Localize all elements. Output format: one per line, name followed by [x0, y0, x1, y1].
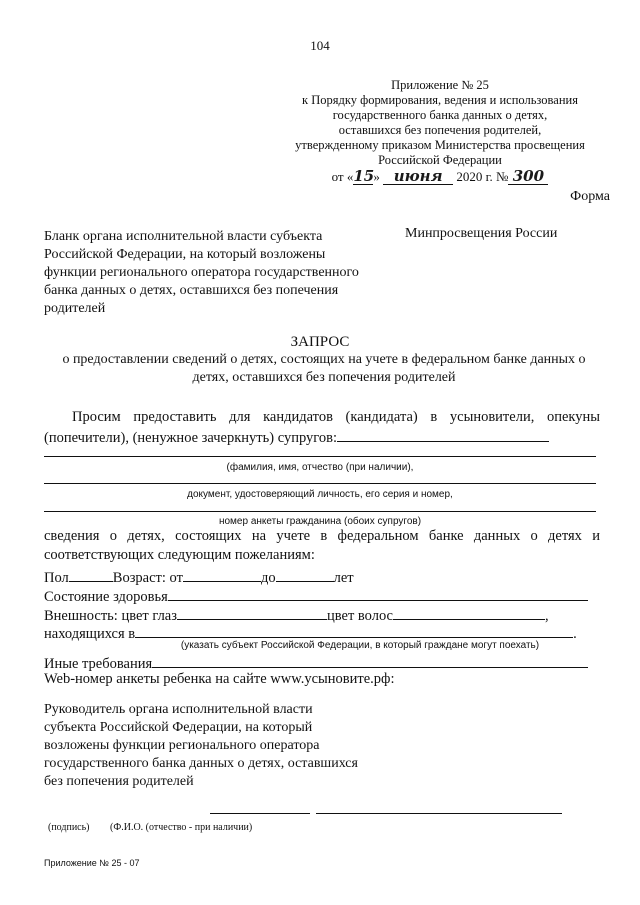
appendix-line: оставшихся без попечения родителей, [338, 123, 542, 137]
blank-org: Бланк органа исполнительной власти субъекта Российской Федерации, на который возложены функции регионального оператора государственного банка данных о детях, оставшихся без попечения родителей [44, 229, 359, 316]
signer-block: Руководитель органа исполнительной власти субъекта Российской Федерации, на который возложены функции регионального оператора государственного банка данных о детях, оставшихся без попечения родителей [44, 702, 358, 789]
other-field[interactable] [152, 653, 588, 668]
hair-field[interactable] [393, 605, 545, 620]
date-month: июня [383, 169, 453, 185]
date-day: 15 [353, 167, 375, 185]
signature-line[interactable] [210, 813, 310, 814]
appendix-line: государственного банка данных о детях, [332, 108, 548, 122]
appendix-line: Российской Федерации [378, 153, 502, 167]
fio-line[interactable] [44, 456, 596, 457]
signature-caption: (подпись) [48, 822, 90, 833]
age-from-label: Возраст: от [112, 570, 183, 586]
doc-subtitle: о предоставлении сведений о детях, состоящих на учете в федеральном банке данных о детях, оставшихся без попечения родителей [62, 352, 586, 385]
footer-note: Приложение № 25 - 07 [44, 858, 140, 868]
fio-caption: (фамилия, имя, отчество (при наличии), [226, 462, 414, 473]
request-text: Просим предоставить для кандидатов (кандидата) в усыновители, опекуны (попечители), (ненужное зачеркнуть) супругов: [44, 409, 600, 446]
signer-fio-line[interactable] [316, 813, 562, 814]
sex-label: Пол [44, 570, 69, 586]
signer-fio-caption: (Ф.И.О. (отчество - при наличии) [110, 822, 253, 833]
web-row: Web-номер анкеты ребенка на сайте www.усыновите.рф: [44, 671, 395, 687]
ministry-name: Минпросвещения России [405, 226, 558, 241]
appendix-line: Приложение № 25 [391, 78, 489, 92]
sex-field[interactable] [69, 567, 113, 582]
other-label: Иные требования [44, 656, 153, 672]
date-prefix: от « [331, 169, 354, 184]
period: . [573, 626, 577, 642]
appendix-header [270, 78, 610, 185]
age-to-label: до [260, 570, 276, 586]
eyes-label: Внешность: цвет глаз [44, 608, 177, 624]
page-number: 104 [310, 38, 330, 53]
health-field[interactable] [168, 586, 588, 601]
spouses-field[interactable] [337, 427, 549, 442]
info-paragraph: сведения о детях, состоящих на учете в федеральном банке данных о детях и соответствующих следующим пожеланиям: [44, 528, 600, 563]
document-line[interactable] [44, 483, 596, 484]
anketa-line[interactable] [44, 511, 596, 512]
age-from-field[interactable] [183, 567, 261, 582]
age-to-field[interactable] [276, 567, 334, 582]
health-row [44, 586, 588, 606]
other-row [44, 653, 588, 673]
sex-age-row [44, 567, 354, 587]
located-field[interactable] [135, 623, 573, 638]
hair-label: цвет волос [326, 608, 393, 624]
document-caption: документ, удостоверяющий личность, его серия и номер, [187, 489, 453, 500]
eyes-field[interactable] [177, 605, 327, 620]
located-label: находящихся в [44, 626, 136, 642]
appearance-row [44, 605, 549, 625]
health-label: Состояние здоровья [44, 589, 168, 605]
form-label: Форма [570, 189, 610, 204]
order-number: 300 [508, 169, 548, 185]
comma: , [545, 608, 549, 624]
age-unit: лет [333, 570, 354, 586]
order-date-line [270, 169, 610, 185]
date-year: 2020 г. № [456, 169, 509, 184]
doc-title: ЗАПРОС [290, 334, 350, 350]
date-mid: » [373, 169, 380, 184]
anketa-caption: номер анкеты гражданина (обоих супругов) [218, 516, 422, 527]
appendix-line: утвержденному приказом Министерства просвещения [295, 138, 585, 152]
region-caption: (указать субъект Российской Федерации, в который граждане могут поехать) [180, 640, 540, 651]
appendix-line: к Порядку формирования, ведения и использования [302, 93, 578, 107]
request-paragraph [44, 408, 600, 448]
